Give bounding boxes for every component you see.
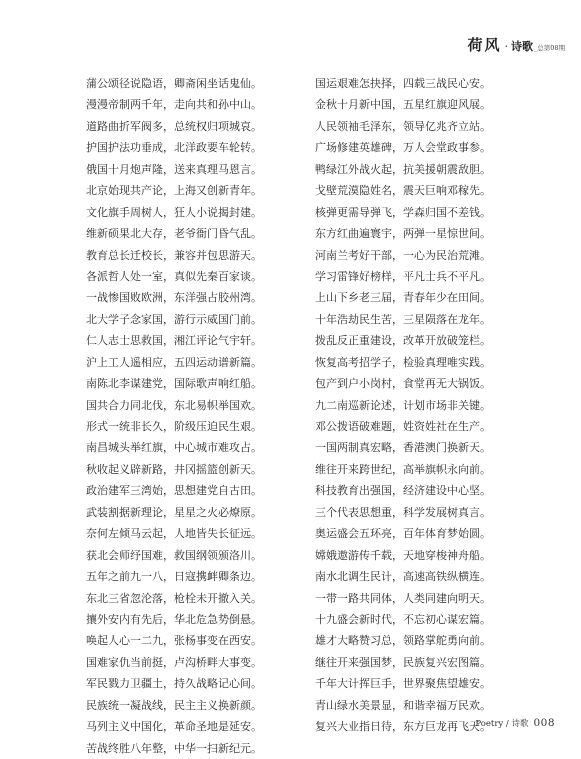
poem-line: 道路曲折军阀多，总统权归项城哀。 [86, 119, 262, 133]
poem-line: 获北会师纾国难，救国纲领颁洛川。 [86, 548, 262, 562]
footer-section-label: Poetry / 诗歌 [475, 719, 529, 729]
poem-line: 武装割据新理论，星星之火必燎原。 [86, 505, 262, 519]
poem-line: 鸭绿江外战火起，抗美援朝震敌胆。 [315, 162, 491, 176]
poem-line: 雄才大略赞习总，领路掌舵勇向前。 [315, 634, 491, 648]
poem-line: 青山绿水美景显，和谐幸福万民欢。 [315, 698, 491, 712]
poem-line: 广场修建英雄碑，万人会堂政事参。 [315, 141, 491, 155]
poem-line: 戈壁荒漠隐姓名，震天巨响邓稼先。 [315, 184, 491, 198]
poem-line: 复兴大业指日待，东方巨龙再飞天。 [315, 720, 491, 734]
poem-line: 秋收起义辟新路，井冈摇篮创新天。 [86, 462, 262, 476]
poem-column-left [86, 73, 262, 759]
poem-line: 苦战终胜八年整，中华一扫新纪元。 [86, 741, 262, 755]
poem-line: 邓公拨语破难题，姓资姓社在生产。 [315, 420, 491, 433]
poem-line: 千年大计挥巨手，世界聚焦望雄安。 [315, 677, 491, 691]
poem-line: 继往开来强国梦，民族复兴宏图篇。 [315, 655, 491, 669]
poem-line: 沪上工人遥相应，五四运动谱新篇。 [86, 355, 262, 369]
poem-line: 文化旗手周树人，狂人小说揭封建。 [86, 205, 262, 219]
poem-line: 十九盛会新时代，不忘初心谋宏篇。 [315, 612, 491, 626]
poem-line: 漫漫帝制两千年，走向共和孙中山。 [86, 98, 262, 112]
poem-line: 马列主义中国化，革命圣地是延安。 [86, 720, 262, 734]
poem-line: 一带一路共同体，人类同建向明天。 [315, 591, 491, 605]
magazine-brand: 荷风 [467, 36, 502, 54]
poem-line: 护国护法功垂成，北洋政要车轮转。 [86, 141, 262, 155]
page-number: 008 [533, 717, 555, 729]
poem-line: 国难家仇当前挺，卢沟桥畔大事变。 [86, 655, 262, 669]
poem-line: 九二南巡新论述，计划市场非关键。 [315, 398, 491, 412]
poem-line: 民族统一凝战线，民主主义换新颜。 [86, 698, 262, 712]
poem-line: 三个代表思想重，科学发展树真言。 [315, 505, 491, 519]
poem-line: 维往开来跨世纪，高举旗帜永向前。 [315, 462, 491, 476]
page-footer [475, 717, 555, 729]
poem-line: 东北三省忽沦落，枪栓未开撤入关。 [86, 591, 262, 605]
poem-line: 南水北调生民计，高速高铁纵横连。 [315, 570, 491, 584]
poem-line: 五年之前九一八，日寇携衅卿条边。 [86, 570, 262, 584]
section-name: 诗歌 [510, 40, 533, 53]
page-header [467, 34, 565, 54]
poem-line: 拨乱反正重建设，改革开放破笼栏。 [315, 334, 491, 348]
poem-line: 教育总长迁校长，兼容并包思游天。 [86, 248, 262, 262]
poem-line: 金秋十月新中国，五星红旗迎风展。 [315, 98, 491, 112]
poem-line: 科技教育出强国，经济建设中心坚。 [315, 484, 491, 498]
poem-line: 南陈北李谋建党，国际歌声响红船。 [86, 377, 262, 391]
poem-line: 恢复高考招学子，检验真理唯实践。 [315, 355, 491, 369]
header-separator: · [504, 40, 508, 53]
poem-line: 南昌城头举红旗，中心城市难攻占。 [86, 441, 262, 455]
poem-line: 一国两制真宏略，香港澳门换新天。 [315, 441, 491, 455]
poem-line: 核弹更需导弹飞，学森归国不差钱。 [315, 205, 491, 219]
poem-line: 蒲公颂径说隐语，卿斋闲坐话鬼仙。 [86, 77, 262, 90]
poem-line: 唤起人心一二九，张杨事变在西安。 [86, 634, 262, 648]
poem-line: 攘外安内有先后，华北危急势倒悬。 [86, 612, 262, 626]
poem-line: 维新硕果北大存，老爷衙门昏气乱。 [86, 227, 262, 241]
poem-line: 十年浩劫民生苦，三星陨落在龙年。 [315, 312, 491, 326]
poem-line: 北京始现共产论，上海又创新青年。 [86, 184, 262, 198]
poem-line: 奥运盛会五环亮，百年体育梦始圆。 [315, 527, 491, 541]
poem-line: 人民领袖毛泽东，领导亿兆齐立站。 [315, 119, 491, 133]
poem-line: 上山下乡老三届，青春年少在田间。 [315, 291, 491, 305]
poem-line: 北大学子念家国，游行示威国门前。 [86, 312, 262, 326]
poem-column-right [315, 73, 491, 738]
poem-line: 仁人志士思救国，湘江评论气宇轩。 [86, 334, 262, 348]
poem-line: 东方红曲遍寰宇，两弹一星惊世间。 [315, 227, 491, 241]
poem-line: 俄国十月炮声隆，送来真理马恩言。 [86, 162, 262, 176]
poem-line: 一战惨国败欧洲，东洋强占胶州湾。 [86, 291, 262, 305]
poem-line: 河南兰考好干部，一心为民治荒滩。 [315, 248, 491, 262]
poem-line: 奈何左倾马云起，人地皆失长征远。 [86, 527, 262, 541]
poem-line: 国运艰难怎抉择，四载三战民心安。 [315, 77, 491, 90]
poem-line: 形式一统非长久，阶级压迫民生艰。 [86, 420, 262, 433]
poem-line: 学习雷锋好榜样，平凡士兵不平凡。 [315, 269, 491, 283]
poem-line: 各派哲人处一室，真似先秦百家谈。 [86, 269, 262, 283]
poem-line: 军民戮力卫疆土，持久战略记心间。 [86, 677, 262, 691]
poem-line: 嫦娥遨游传千载，天地穿梭神舟船。 [315, 548, 491, 562]
poem-line: 政治建军三湾始，思想建党自古田。 [86, 484, 262, 498]
issue-number: _总第08期 [533, 44, 565, 52]
poem-line: 包产到户小岗村，食堂再无大锅饭。 [315, 377, 491, 391]
poem-line: 国共合力同北伐，东北易帜举国欢。 [86, 398, 262, 412]
